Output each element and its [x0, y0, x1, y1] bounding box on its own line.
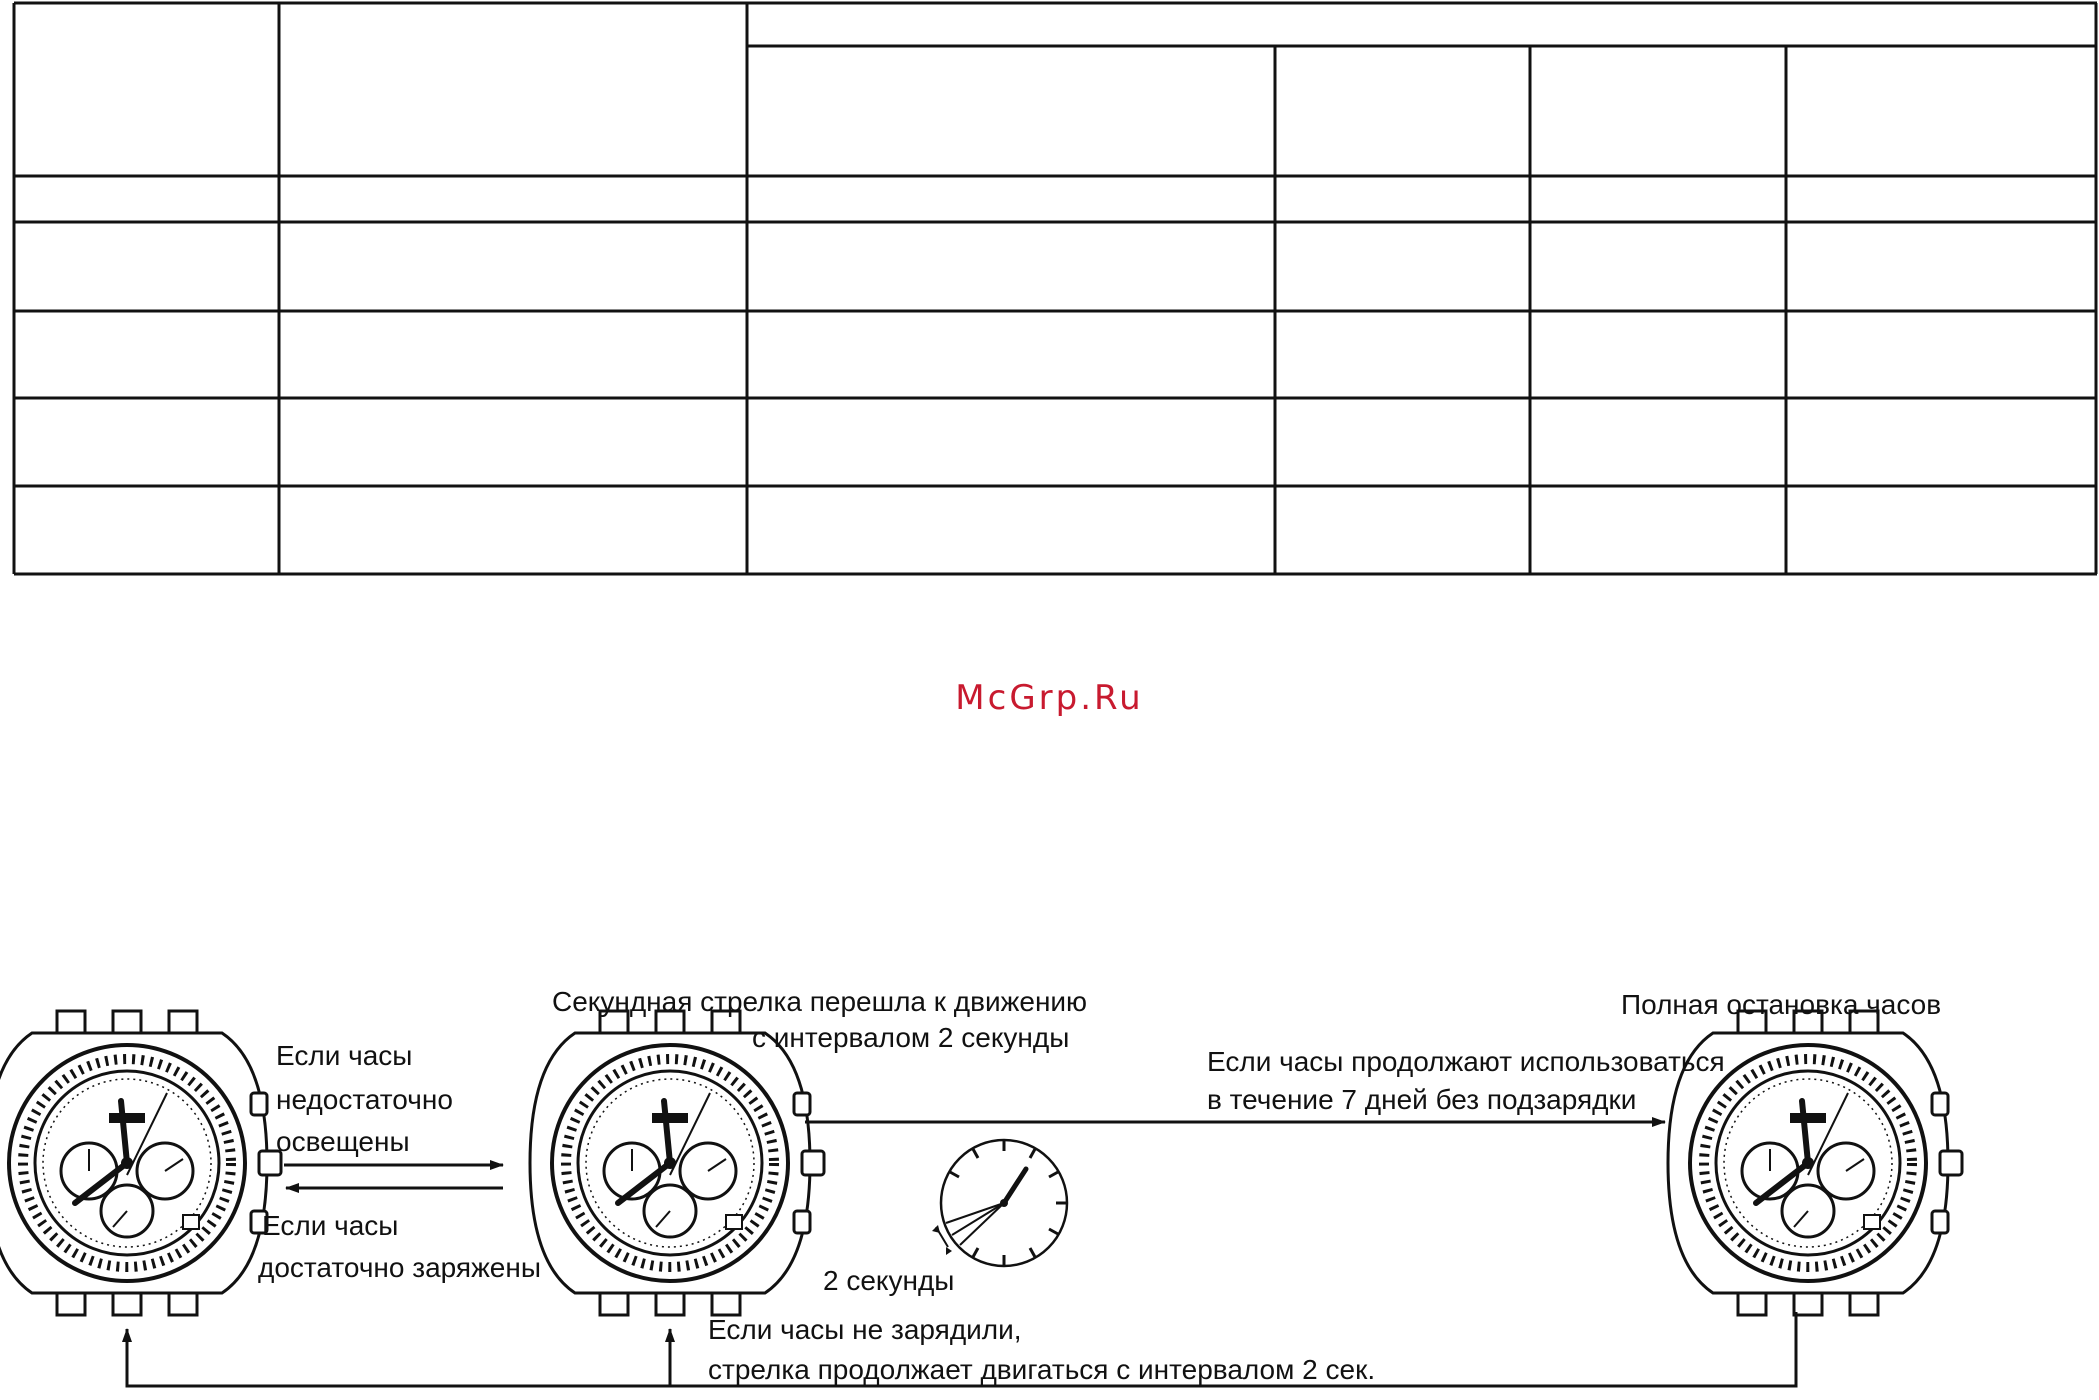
interval-label: 2 секунды — [823, 1265, 955, 1296]
low-light-line3: освещены — [276, 1126, 410, 1157]
not-charged-line2: стрелка продолжает двигаться с интервалом 2 сек. — [708, 1354, 1376, 1385]
caption-stop: Полная остановка часов — [1621, 989, 1942, 1020]
watermark: McGrp.Ru — [955, 678, 1144, 718]
charged-line2: достаточно заряжены — [258, 1252, 541, 1283]
low-light-line1: Если часы — [276, 1040, 413, 1071]
not-charged-line1: Если часы не зарядили, — [708, 1314, 1022, 1345]
seven-days-line1: Если часы продолжают использоваться — [1207, 1046, 1725, 1077]
seven-days-line2: в течение 7 дней без подзарядки — [1207, 1084, 1637, 1115]
caption-2s-line2: с интервалом 2 секунды — [752, 1022, 1070, 1053]
charged-line1: Если часы — [262, 1210, 399, 1241]
caption-2s-line1: Секундная стрелка перешла к движению — [552, 986, 1088, 1017]
watch-normal-icon — [0, 1011, 281, 1315]
interval-clock-icon — [932, 1140, 1067, 1266]
low-light-line2: недостаточно — [276, 1084, 453, 1115]
